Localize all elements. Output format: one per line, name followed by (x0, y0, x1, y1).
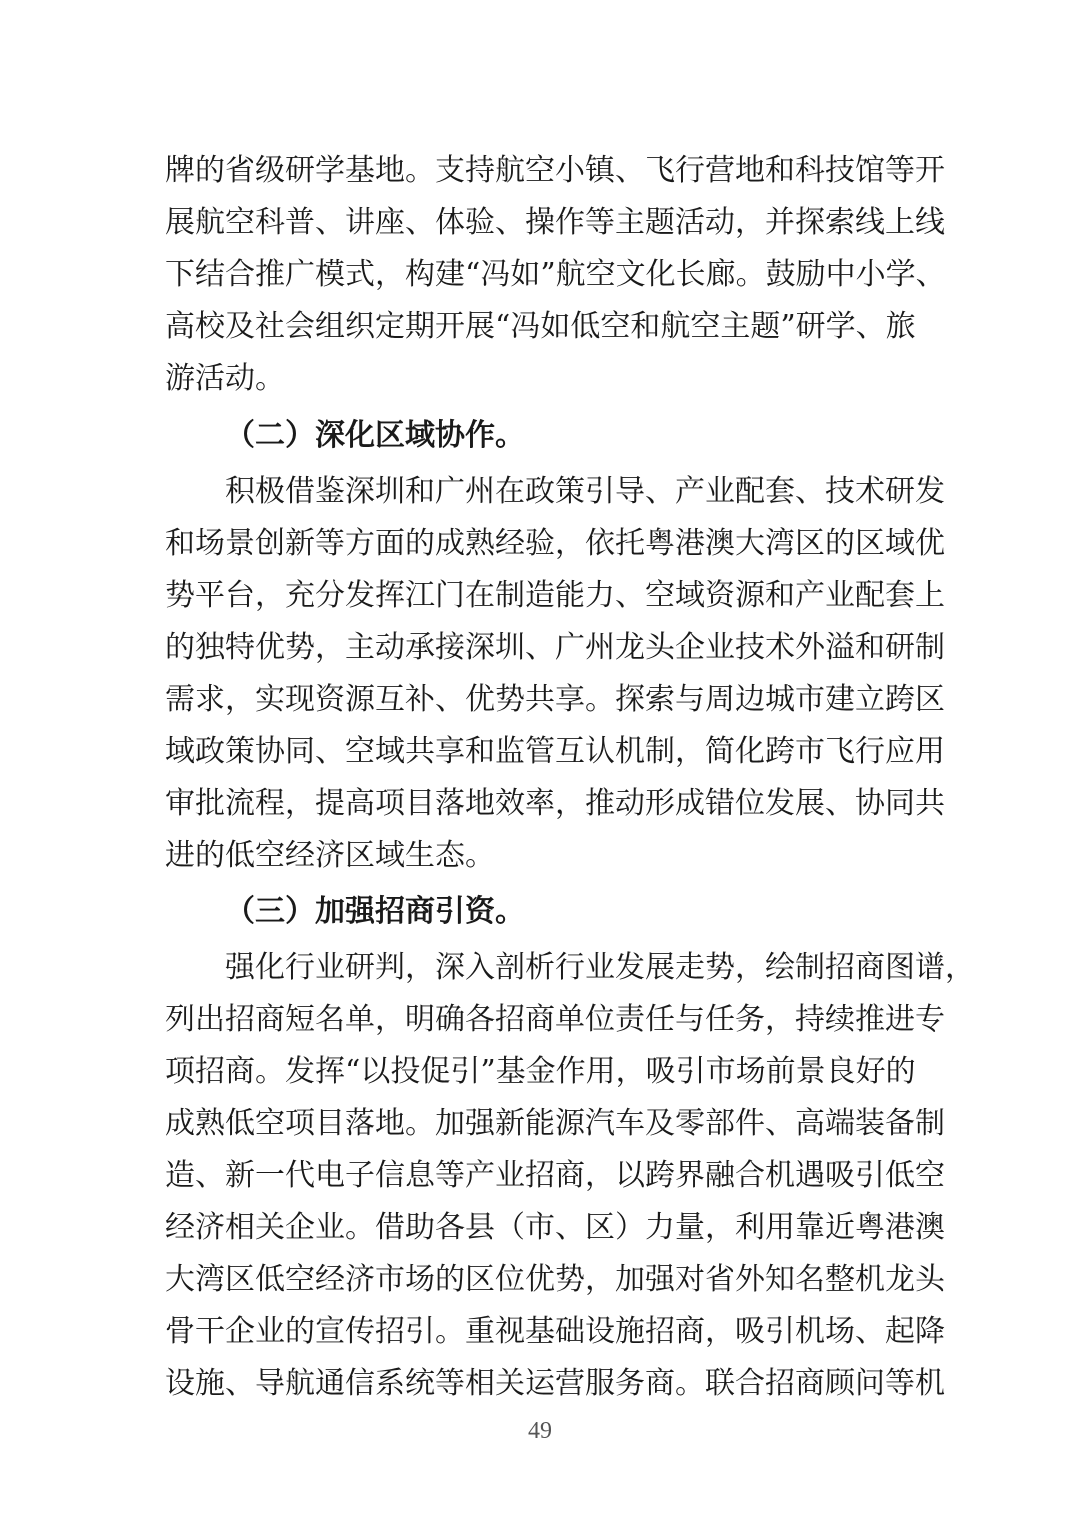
paragraph-line: 高校及社会组织定期开展“冯如低空和航空主题”研学、旅 (165, 309, 916, 344)
paragraph-line: 大湾区低空经济市场的区位优势，加强对省外知名整机龙头 (165, 1262, 945, 1297)
paragraph-line: 势平台，充分发挥江门在制造能力、空域资源和产业配套上 (165, 578, 945, 613)
paragraph-line: 项招商。发挥“以投促引”基金作用，吸引市场前景良好的 (165, 1054, 916, 1089)
paragraph-line: 展航空科普、讲座、体验、操作等主题活动，并探索线上线 (165, 205, 945, 240)
paragraph-line: 需求，实现资源互补、优势共享。探索与周边城市建立跨区 (165, 682, 945, 717)
section-heading-3: （三）加强招商引资。 (225, 894, 525, 929)
paragraph-line: 下结合推广模式，构建“冯如”航空文化长廊。鼓励中小学、 (165, 257, 946, 292)
paragraph-line: 骨干企业的宣传招引。重视基础设施招商，吸引机场、起降 (165, 1314, 945, 1349)
paragraph-line: 列出招商短名单，明确各招商单位责任与任务，持续推进专 (165, 1002, 945, 1037)
paragraph-line: 牌的省级研学基地。支持航空小镇、飞行营地和科技馆等开 (165, 153, 945, 188)
paragraph-line: 造、新一代电子信息等产业招商，以跨界融合机遇吸引低空 (165, 1158, 945, 1193)
section-heading-2: （二）深化区域协作。 (225, 418, 525, 453)
page-number: 49 (528, 1418, 552, 1444)
paragraph-line: 审批流程，提高项目落地效率，推动形成错位发展、协同共 (165, 786, 945, 821)
paragraph-line: 和场景创新等方面的成熟经验，依托粤港澳大湾区的区域优 (165, 526, 945, 561)
paragraph-line: 游活动。 (165, 361, 285, 396)
paragraph-line: 成熟低空项目落地。加强新能源汽车及零部件、高端装备制 (165, 1106, 945, 1141)
paragraph-line: 经济相关企业。借助各县（市、区）力量，利用靠近粤港澳 (165, 1210, 945, 1245)
paragraph-line: 的独特优势，主动承接深圳、广州龙头企业技术外溢和研制 (165, 630, 945, 665)
paragraph-line: 进的低空经济区域生态。 (165, 838, 495, 873)
paragraph-line: 域政策协同、空域共享和监管互认机制，简化跨市飞行应用 (165, 734, 945, 769)
paragraph-line: 强化行业研判，深入剖析行业发展走势，绘制招商图谱， (225, 950, 975, 985)
paragraph-line: 设施、导航通信系统等相关运营服务商。联合招商顾问等机 (165, 1366, 945, 1401)
paragraph-line: 积极借鉴深圳和广州在政策引导、产业配套、技术研发 (225, 474, 945, 509)
